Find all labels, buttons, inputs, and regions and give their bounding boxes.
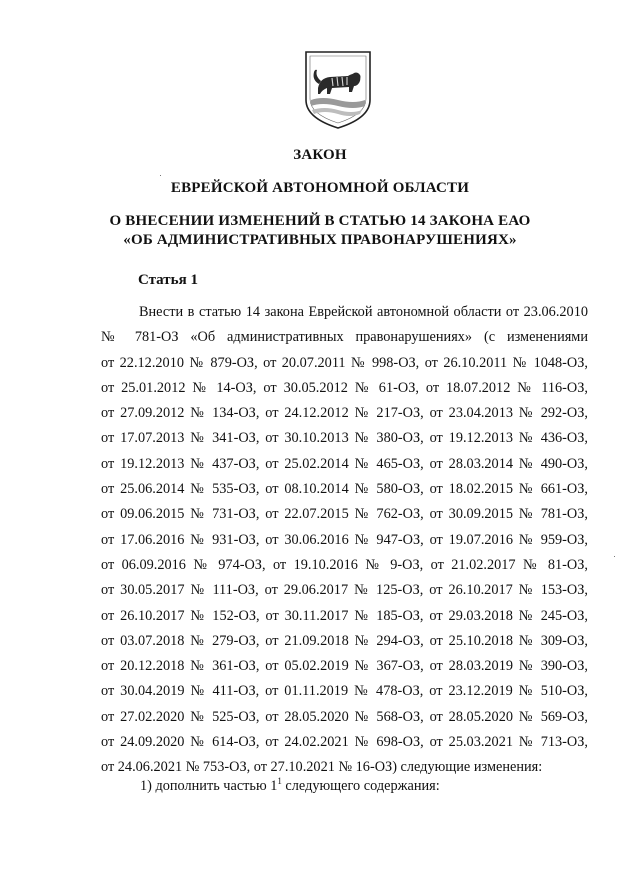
article-line: от 30.05.2017 № 111-ОЗ, от 29.06.2017 № 125-ОЗ, от 26.10.2017 № 153-ОЗ, <box>101 582 588 599</box>
amendment-item-superscript: 1 <box>277 776 282 786</box>
scan-speck <box>160 175 161 176</box>
article-line: от 03.07.2018 № 279-ОЗ, от 21.09.2018 № 294-ОЗ, от 25.10.2018 № 309-ОЗ, <box>101 632 588 649</box>
article-line: от 24.09.2020 № 614-ОЗ, от 24.02.2021 № 698-ОЗ, от 25.03.2021 № 713-ОЗ, <box>101 734 588 751</box>
article-body <box>101 300 588 781</box>
article-line: Внести в статью 14 закона Еврейской автономной области от 23.06.2010 <box>139 304 588 320</box>
article-line: от 27.09.2012 № 134-ОЗ, от 24.12.2012 № 217-ОЗ, от 23.04.2013 № 292-ОЗ, <box>101 405 588 422</box>
article-line: от 25.01.2012 № 14-ОЗ, от 30.05.2012 № 61-ОЗ, от 18.07.2012 № 116-ОЗ, <box>101 379 588 396</box>
article-line: от 09.06.2015 № 731-ОЗ, от 22.07.2015 № 762-ОЗ, от 30.09.2015 № 781-ОЗ, <box>101 506 588 523</box>
article-line: от 30.04.2019 № 411-ОЗ, от 01.11.2019 № 478-ОЗ, от 23.12.2019 № 510-ОЗ, <box>101 683 588 700</box>
law-label: ЗАКОН <box>293 147 347 163</box>
amendment-item-text: 1) дополнить частью 1 <box>140 778 278 794</box>
article-line: от 19.12.2013 № 437-ОЗ, от 25.02.2014 № 465-ОЗ, от 28.03.2014 № 490-ОЗ, <box>101 455 588 472</box>
article-line: от 20.12.2018 № 361-ОЗ, от 05.02.2019 № 367-ОЗ, от 28.03.2019 № 390-ОЗ, <box>101 658 588 675</box>
article-line: от 06.09.2016 № 974-ОЗ, от 19.10.2016 № 9-ОЗ, от 21.02.2017 № 81-ОЗ, <box>101 556 588 573</box>
article-line: от 25.06.2014 № 535-ОЗ, от 08.10.2014 № 580-ОЗ, от 18.02.2015 № 661-ОЗ, <box>101 481 588 498</box>
article-heading: Статья 1 <box>138 272 198 288</box>
amendment-item-1 <box>140 776 440 796</box>
article-line: от 24.06.2021 № 753-ОЗ, от 27.10.2021 № 16-ОЗ) следующие изменения: <box>101 759 543 776</box>
article-line: от 22.12.2010 № 879-ОЗ, от 20.07.2011 № 998-ОЗ, от 26.10.2011 № 1048-ОЗ, <box>101 354 588 371</box>
article-line: от 17.06.2016 № 931-ОЗ, от 30.06.2016 № 947-ОЗ, от 19.07.2016 № 959-ОЗ, <box>101 531 588 548</box>
law-subject-line-1: О ВНЕСЕНИИ ИЗМЕНЕНИЙ В СТАТЬЮ 14 ЗАКОНА ЕАО <box>109 213 531 229</box>
law-subject <box>0 212 640 250</box>
scan-speck <box>614 556 615 557</box>
article-line: № 781-ОЗ «Об административных правонарушениях» (с изменениями <box>101 329 588 346</box>
article-line: от 26.10.2017 № 152-ОЗ, от 30.11.2017 № 185-ОЗ, от 29.03.2018 № 245-ОЗ, <box>101 607 588 624</box>
region-title: ЕВРЕЙСКОЙ АВТОНОМНОЙ ОБЛАСТИ <box>170 180 470 196</box>
amendment-item-text-end: следующего содержания: <box>281 778 440 794</box>
article-line: от 17.07.2013 № 341-ОЗ, от 30.10.2013 № 380-ОЗ, от 19.12.2013 № 436-ОЗ, <box>101 430 588 447</box>
law-subject-line-2: «ОБ АДМИНИСТРАТИВНЫХ ПРАВОНАРУШЕНИЯХ» <box>123 232 517 248</box>
article-line: от 27.02.2020 № 525-ОЗ, от 28.05.2020 № 568-ОЗ, от 28.05.2020 № 569-ОЗ, <box>101 708 588 725</box>
coat-of-arms-tiger-icon <box>302 48 374 132</box>
